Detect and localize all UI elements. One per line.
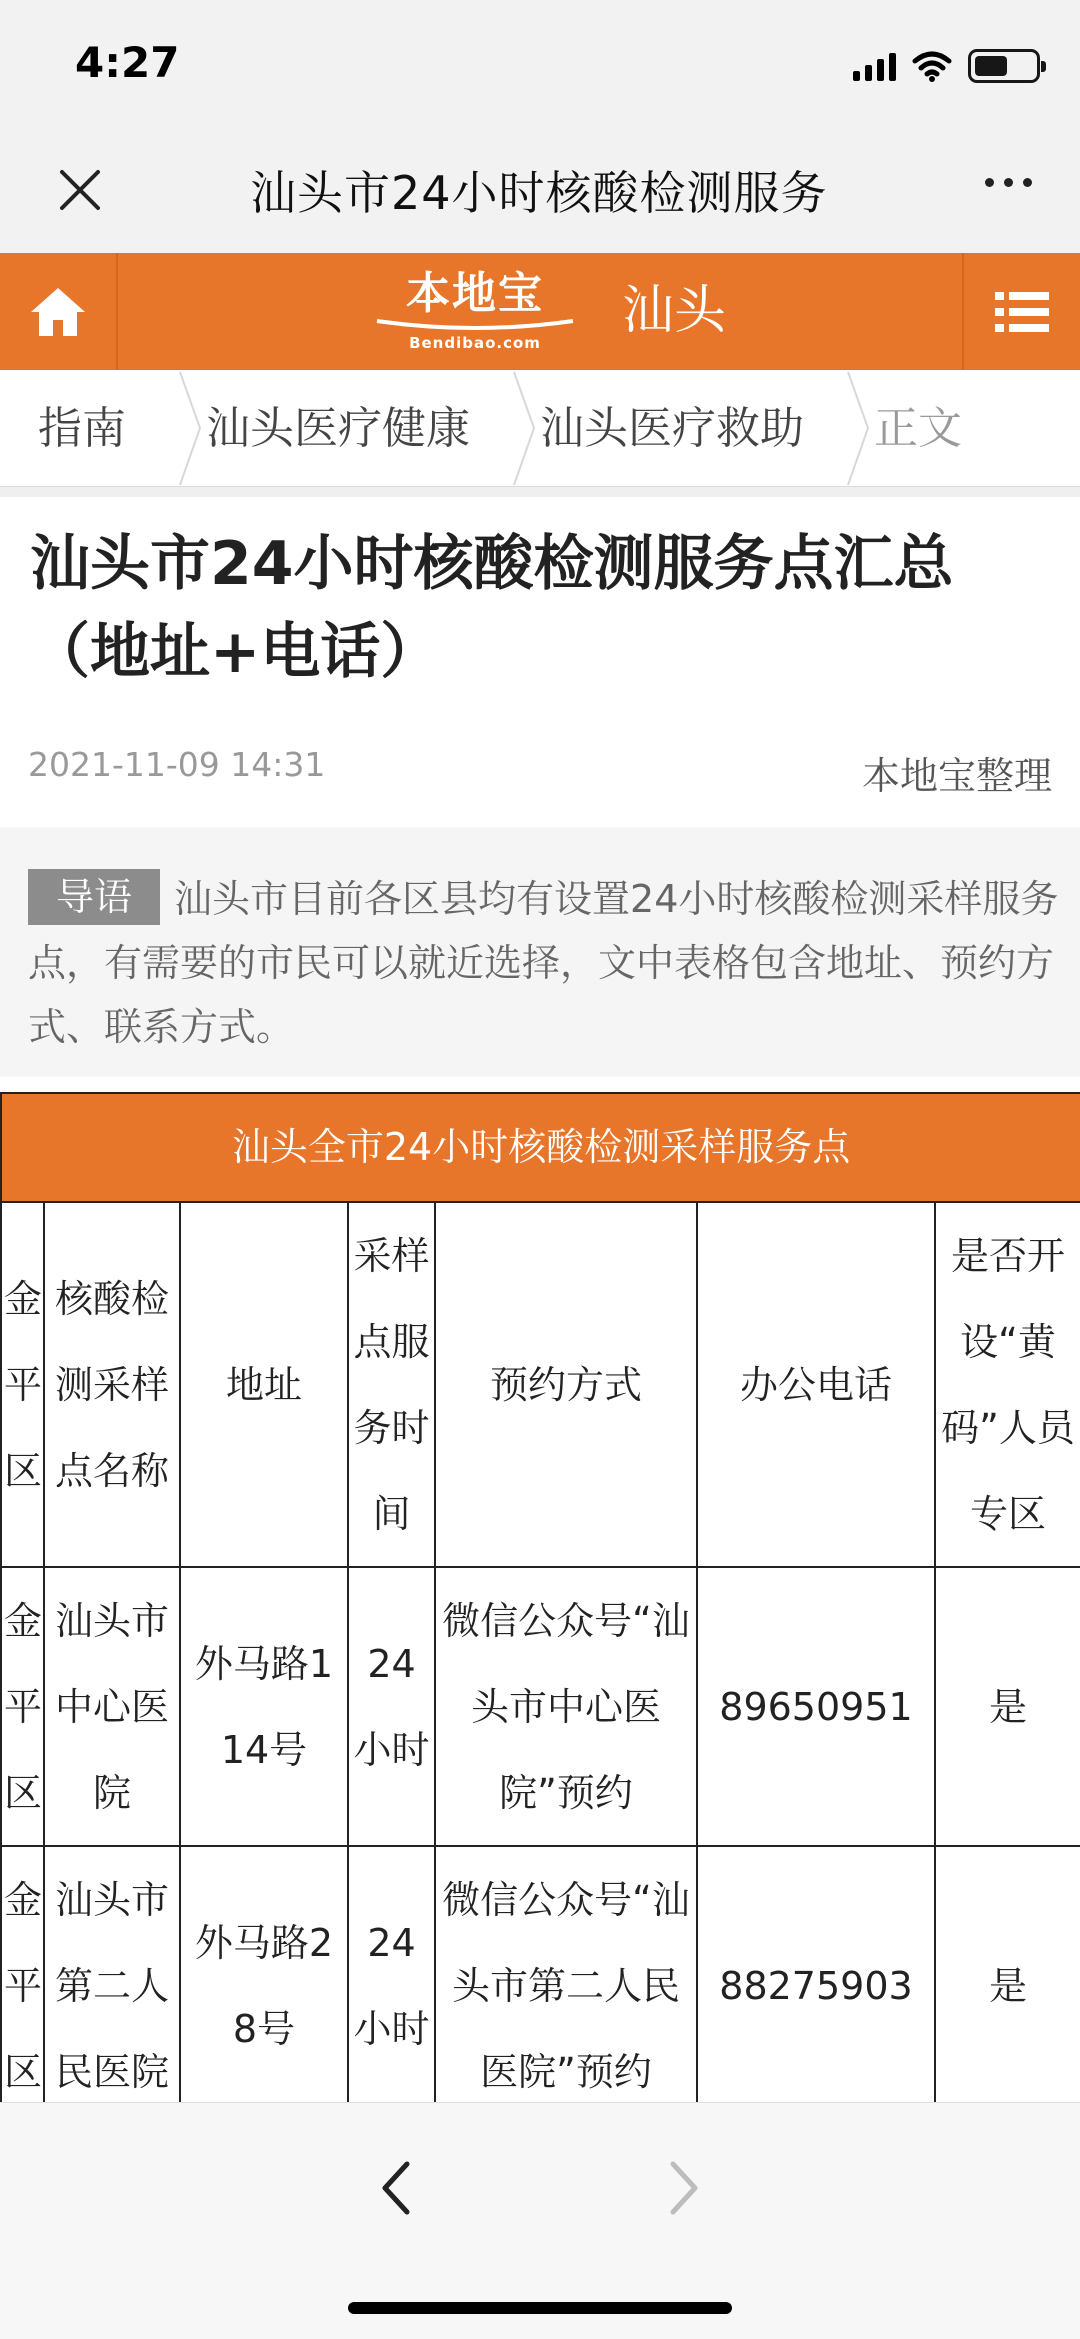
table-header-cell: 采样点服务时间 [348, 1202, 435, 1567]
menu-icon[interactable] [962, 253, 1080, 370]
table-cell-booking: 微信公众号“汕头市第二人民医院”预约 [435, 1846, 697, 2102]
table-cell-booking: 微信公众号“汕头市中心医院”预约 [435, 1567, 697, 1846]
breadcrumb-item-health[interactable]: 汕头医疗健康 [206, 370, 540, 487]
intro-text: 汕头市目前各区县均有设置24小时核酸检测采样服务点，有需要的市民可以就近选择，文中表格包含地址、预约方式、联系方式。 [28, 877, 1059, 1049]
status-bar [0, 0, 1080, 130]
table-header-cell: 地址 [180, 1202, 348, 1567]
more-icon[interactable] [985, 178, 1032, 187]
nav-bar [0, 130, 1080, 253]
site-logo[interactable]: 本地宝 Bendibao.com [365, 265, 585, 360]
status-icons [853, 48, 1040, 84]
table-cell-phone[interactable]: 88275903 [697, 1846, 935, 2102]
home-indicator[interactable] [348, 2302, 732, 2314]
table-header-cell: 核酸检测采样点名称 [44, 1202, 180, 1567]
home-icon[interactable] [0, 253, 118, 370]
table-header-cell: 预约方式 [435, 1202, 697, 1567]
table-header-cell: 是否开设“黄码”人员专区 [935, 1202, 1080, 1567]
site-header [0, 253, 1080, 370]
breadcrumb-separator-icon [846, 370, 870, 487]
table-header-cell: 办公电话 [697, 1202, 935, 1567]
nav-title: 汕头市24小时核酸检测服务 [250, 166, 828, 220]
table-header-row [1, 1202, 1080, 1567]
article-source: 本地宝整理 [861, 754, 1052, 798]
table-row [1, 1846, 1080, 2102]
wifi-icon [912, 50, 952, 82]
table-cell-district: 金平区 [1, 1846, 44, 2102]
table-cell-district: 金平区 [1, 1567, 44, 1846]
table-cell-site-name: 汕头市中心医院 [44, 1567, 180, 1846]
table-cell-address: 外马路114号 [180, 1567, 348, 1846]
table-cell-hours: 24小时 [348, 1846, 435, 2102]
breadcrumb-separator-icon [512, 370, 536, 487]
table-cell-address: 外马路28号 [180, 1846, 348, 2102]
table-header-cell: 金平区 [1, 1202, 44, 1567]
testing-sites-table[interactable] [0, 1092, 1080, 2102]
table-cell-site-name: 汕头市第二人民医院 [44, 1846, 180, 2102]
breadcrumb-item-current: 正文 [874, 402, 962, 454]
article-date: 2021-11-09 14:31 [28, 745, 326, 784]
table-cell-yellow-code: 是 [935, 1567, 1080, 1846]
breadcrumb-item-aid[interactable]: 汕头医疗救助 [540, 370, 874, 487]
breadcrumb-separator-icon [178, 370, 202, 487]
table-row [1, 1567, 1080, 1846]
logo-swoosh-icon [375, 317, 575, 333]
table-cell-phone[interactable]: 89650951 [697, 1567, 935, 1846]
breadcrumb [0, 370, 1080, 487]
close-icon[interactable] [50, 160, 110, 220]
status-time: 4:27 [75, 38, 180, 87]
table-cell-hours: 24小时 [348, 1567, 435, 1846]
city-name[interactable]: 汕头 [622, 281, 727, 341]
article-meta [28, 745, 1052, 800]
breadcrumb-item-guide[interactable]: 指南 [0, 370, 206, 487]
article-title: 汕头市24小时核酸检测服务点汇总（地址+电话） [30, 529, 954, 687]
table-cell-yellow-code: 是 [935, 1846, 1080, 2102]
divider [0, 487, 1080, 497]
intro-tag: 导语 [28, 869, 160, 925]
table-caption: 汕头全市24小时核酸检测采样服务点 [1, 1093, 1080, 1202]
back-arrow-icon[interactable] [370, 2153, 420, 2223]
intro-box [0, 827, 1080, 1077]
forward-arrow-icon[interactable] [660, 2153, 710, 2223]
signal-icon [853, 51, 896, 81]
battery-icon [968, 49, 1040, 83]
